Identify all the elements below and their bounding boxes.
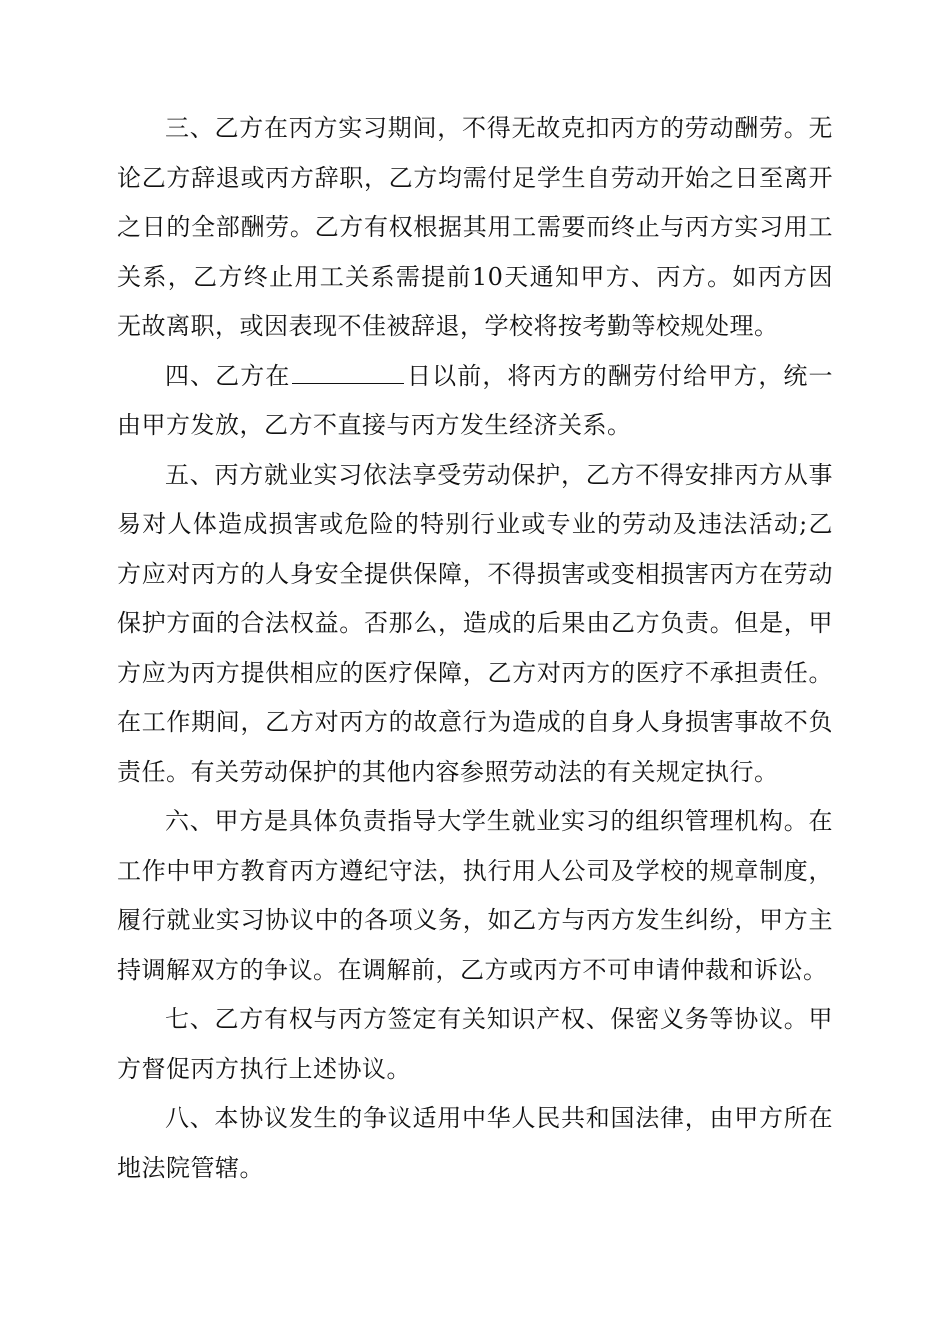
clause-3-paragraph: 三、乙方在丙方实习期间，不得无故克扣丙方的劳动酬劳。无论乙方辞退或丙方辞职，乙方均需付足学生自劳动开始之日至离开之日的全部酬劳。乙方有权根据其用工需要而终止与丙方实习用工关系，乙方终止用工关系需提前10天通知甲方、丙方。如丙方因无故离职，或因表现不佳被辞退，学校将按考勤等校规处理。 [117,114,833,340]
clause-5-paragraph: 五、丙方就业实习依法享受劳动保护，乙方不得安排丙方从事易对人体造成损害或危险的特别行业或专业的劳动及违法活动;乙方应对丙方的人身安全提供保障，不得损害或变相损害丙方在劳动保护方面的合法权益。否那么，造成的后果由乙方负责。但是，甲方应为丙方提供相应的医疗保障，乙方对丙方的医疗不承担责任。在工作期间，乙方对丙方的故意行为造成的自身人身损害事故不负责任。有关劳动保护的其他内容参照劳动法的有关规定执行。 [117,460,833,786]
clause-6-paragraph: 六、甲方是具体负责指导大学生就业实习的组织管理机构。在工作中甲方教育丙方遵纪守法，执行用人公司及学校的规章制度，履行就业实习协议中的各项义务，如乙方与丙方发生纠纷，甲方主持调解双方的争议。在调解前，乙方或丙方不可申请仲裁和诉讼。 [117,807,833,984]
clause-7-paragraph: 七、乙方有权与丙方签定有关知识产权、保密义务等协议。甲方督促丙方执行上述协议。 [117,1005,833,1083]
clause-4-text-before: 四、乙方在 [165,361,291,390]
clause-4-text-after: 日以前，将丙方的酬劳付给甲方，统一由甲方发放，乙方不直接与丙方发生经济关系。 [117,361,834,439]
document-page [117,104,833,1193]
clause-8-paragraph: 八、本协议发生的争议适用中华人民共和国法律，由甲方所在地法院管辖。 [117,1104,833,1182]
clause-4-paragraph [117,352,833,451]
date-blank-line [292,363,404,384]
